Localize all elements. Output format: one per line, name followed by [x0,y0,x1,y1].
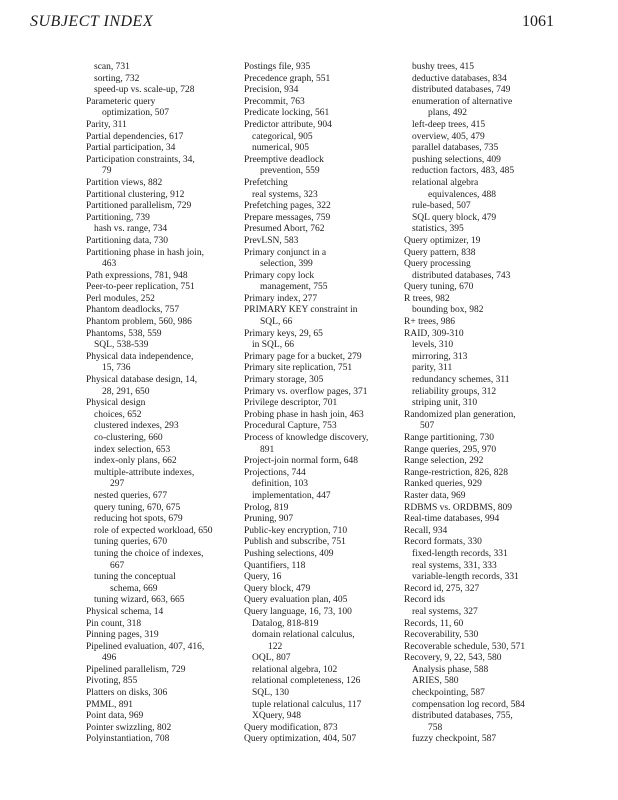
index-entry: Randomized plan generation, [404,409,516,420]
index-entry: Phantom deadlocks, 757 [86,305,180,316]
index-entry: Primary vs. overflow pages, 371 [244,386,368,397]
index-subentry: 15, 736 [102,363,131,374]
index-subentry: SQL, 66 [260,317,293,328]
index-entry: Parity, 311 [86,119,127,130]
index-entry: R+ trees, 986 [404,317,456,328]
index-entry: Query optimizer, 19 [404,235,481,246]
index-entry: Physical design [86,398,146,409]
index-subentry: 496 [102,653,117,664]
index-subentry: definition, 103 [252,479,308,490]
index-subentry: redundancy schemes, 311 [412,375,510,386]
index-subentry: pushing selections, 409 [412,154,501,165]
index-entry: Process of knowledge discovery, [244,433,369,443]
index-subentry: XQuery, 948 [252,711,301,722]
index-entry: Recoverable schedule, 530, 571 [404,641,526,652]
index-subentry: Datalog, 818-819 [252,618,319,629]
index-entry: RDBMS vs. ORDBMS, 809 [404,502,512,513]
index-entry: Recoverability, 530 [404,630,479,641]
index-subentry: left-deep trees, 415 [412,119,486,130]
index-subentry: scan, 731 [94,62,130,72]
index-entry: Pipelined evaluation, 407, 416, [86,641,205,652]
index-entry: Query block, 479 [244,583,311,594]
index-subentry: 758 [428,722,443,733]
index-subentry: equivalences, 488 [428,189,497,200]
index-subentry: 122 [268,641,283,652]
index-subentry: Analysis phase, 588 [412,664,489,675]
index-entry: Primary storage, 305 [244,375,324,386]
index-entry: Partitioning phase in hash join, [86,247,204,258]
index-entry: Partitioning, 739 [86,212,150,223]
index-subentry: distributed databases, 749 [412,85,511,96]
index-entry: Project-join normal form, 648 [244,456,358,467]
index-entry: Physical database design, 14, [86,375,198,386]
index-entry: Projections, 744 [244,467,306,478]
index-subentry: 297 [110,479,125,490]
index-entry: Physical schema, 14 [86,606,164,617]
index-subentry: relational algebra [412,177,479,188]
index-subentry: clustered indexes, 293 [94,421,179,432]
index-entry: PMML, 891 [86,699,133,710]
index-subentry: in SQL, 66 [252,340,294,351]
index-subentry: SQL, 538-539 [94,340,149,351]
index-entry: Recall, 934 [404,525,448,536]
index-subentry: index-only plans, 662 [94,456,177,467]
index-subentry: tuning wizard, 663, 665 [94,595,185,606]
index-subentry: OQL, 807 [252,653,291,664]
index-subentry: domain relational calculus, [252,630,355,641]
index-column-2 [244,62,416,746]
index-entry: Query optimization, 404, 507 [244,734,357,745]
index-subentry: choices, 652 [94,409,142,420]
index-entry: Polyinstantiation, 708 [86,734,170,745]
index-entry: Peer-to-peer replication, 751 [86,282,195,293]
index-entry: Partitioned parallelism, 729 [86,201,192,212]
index-entry: Query processing [404,259,471,270]
index-entry: Pruning, 907 [244,514,294,525]
index-subentry: enumeration of alternative [412,96,513,107]
index-subentry: 891 [260,444,275,455]
index-entry: Range partitioning, 730 [404,433,494,443]
index-entry: Query evaluation plan, 405 [244,595,348,606]
index-subentry: mirroring, 313 [412,351,468,362]
index-subentry: selection, 399 [260,259,313,270]
index-entry: Publish and subscribe, 751 [244,537,346,548]
index-subentry: distributed databases, 755, [412,711,513,722]
index-subentry: rule-based, 507 [412,201,471,212]
index-subentry: reducing hot spots, 679 [94,514,183,525]
index-subentry: 79 [102,166,112,177]
index-subentry: relational algebra, 102 [252,664,338,675]
index-entry: Prefetching [244,177,288,188]
index-entry: Pivoting, 855 [86,676,138,687]
index-subentry: real systems, 323 [252,189,318,200]
index-entry: Preemptive deadlock [244,154,324,165]
index-subentry: statistics, 395 [412,224,464,235]
index-entry: Precision, 934 [244,85,299,96]
index-entry: Records, 11, 60 [404,618,464,629]
index-entry: Pinning pages, 319 [86,630,159,641]
index-subentry: tuning the conceptual [94,572,176,583]
index-subentry: striping unit, 310 [412,398,478,409]
index-entry: Prolog, 819 [244,502,289,513]
index-entry: Privilege descriptor, 701 [244,398,338,409]
index-entry: Range selection, 292 [404,456,484,467]
index-entry: RAID, 309-310 [404,328,464,339]
index-entry: Public-key encryption, 710 [244,525,348,536]
index-subentry: overview, 405, 479 [412,131,485,142]
index-subentry: 507 [420,421,435,432]
index-entry: Predicate locking, 561 [244,108,330,119]
index-entry: Record ids [404,595,445,606]
index-subentry: parallel databases, 735 [412,143,499,154]
index-subentry: sorting, 732 [94,73,140,84]
index-entry: Quantifiers, 118 [244,560,306,571]
index-subentry: relational completeness, 126 [252,676,361,687]
index-entry: Pin count, 318 [86,618,142,629]
index-subentry: levels, 310 [412,340,454,351]
index-subentry: 28, 291, 650 [102,386,150,397]
index-subentry: role of expected workload, 650 [94,525,213,536]
index-entry: Primary copy lock [244,270,315,281]
index-entry: Primary site replication, 751 [244,363,353,374]
index-entry: Predictor attribute, 904 [244,119,332,130]
index-entry: Platters on disks, 306 [86,688,168,699]
index-subentry: 667 [110,560,125,571]
index-entry: Participation constraints, 34, [86,154,195,165]
index-subentry: index selection, 653 [94,444,171,455]
index-subentry: tuple relational calculus, 117 [252,699,362,710]
index-entry: Query, 16 [244,572,282,583]
index-entry: Path expressions, 781, 948 [86,270,188,281]
index-subentry: numerical, 905 [252,143,309,154]
index-entry: Record id, 275, 327 [404,583,480,594]
index-subentry: hash vs. range, 734 [94,224,168,235]
section-title: SUBJECT INDEX [30,13,154,30]
index-entry: Precedence graph, 551 [244,73,331,84]
index-entry: R trees, 982 [404,293,450,304]
index-entry: Point data, 969 [86,711,144,722]
index-entry: Range queries, 295, 970 [404,444,497,455]
index-subentry: reduction factors, 483, 485 [412,166,515,177]
index-subentry: query tuning, 670, 675 [94,502,181,513]
index-entry: Partitional clustering, 912 [86,189,185,200]
index-entry: Primary conjunct in a [244,247,327,258]
index-entry: Primary page for a bucket, 279 [244,351,362,362]
index-entry: Record formats, 330 [404,537,482,548]
index-entry: Pipelined parallelism, 729 [86,664,186,675]
index-entry: Primary keys, 29, 65 [244,328,323,339]
index-entry: Pointer swizzling, 802 [86,722,172,733]
index-entry: PRIMARY KEY constraint in [244,305,358,316]
index-entry: Partitioning data, 730 [86,235,169,246]
index-subentry: ARIES, 580 [412,676,459,687]
index-entry: Probing phase in hash join, 463 [244,409,364,420]
index-column-1 [86,62,258,746]
index-entry: Prepare messages, 759 [244,212,331,223]
index-subentry: deductive databases, 834 [412,73,507,84]
index-entry: Recovery, 9, 22, 543, 580 [404,653,502,664]
index-subentry: checkpointing, 587 [412,688,485,699]
index-entry: Postings file, 935 [244,62,311,72]
index-subentry: reliability groups, 312 [412,386,497,397]
index-subentry: 463 [102,259,117,270]
index-entry: Phantom problem, 560, 986 [86,317,192,328]
index-subentry: real systems, 327 [412,606,478,617]
index-entry: Query tuning, 670 [404,282,474,293]
index-entry: Physical data independence, [86,351,194,362]
index-entry: Primary index, 277 [244,293,318,304]
index-subentry: bushy trees, 415 [412,62,475,72]
index-subentry: fuzzy checkpoint, 587 [412,734,497,745]
index-entry: Range-restriction, 826, 828 [404,467,508,478]
index-entry: Query pattern, 838 [404,247,476,258]
index-subentry: schema, 669 [110,583,158,594]
index-subentry: bounding box, 982 [412,305,484,316]
index-subentry: tuning queries, 670 [94,537,168,548]
index-entry: Phantoms, 538, 559 [86,328,162,339]
index-subentry: compensation log record, 584 [412,699,525,710]
index-column-3 [404,62,579,746]
index-entry: Procedural Capture, 753 [244,421,337,432]
index-entry: Partial dependencies, 617 [86,131,184,142]
index-subentry: SQL query block, 479 [412,212,497,223]
index-entry: Ranked queries, 929 [404,479,482,490]
index-subentry: parity, 311 [412,363,453,374]
index-entry: Partial participation, 34 [86,143,176,154]
index-subentry: nested queries, 677 [94,490,168,501]
index-subentry: plans, 492 [428,108,468,119]
index-subentry: real systems, 331, 333 [412,560,497,571]
index-entry: Real-time databases, 994 [404,514,500,525]
index-entry: Query modification, 873 [244,722,338,733]
index-subentry: multiple-attribute indexes, [94,467,195,478]
index-subentry: speed-up vs. scale-up, 728 [94,85,195,96]
index-subentry: prevention, 559 [260,166,320,177]
index-subentry: SQL, 130 [252,688,289,699]
index-subentry: variable-length records, 331 [412,572,519,583]
index-entry: Pushing selections, 409 [244,548,334,559]
index-entry: Partition views, 882 [86,177,163,188]
index-subentry: fixed-length records, 331 [412,548,508,559]
index-subentry: categorical, 905 [252,131,313,142]
index-entry: Prefetching pages, 322 [244,201,331,212]
index-entry: PrevLSN, 583 [244,235,299,246]
index-entry: Perl modules, 252 [86,293,155,304]
index-entry: Query language, 16, 73, 100 [244,606,352,617]
index-subentry: tuning the choice of indexes, [94,548,204,559]
index-subentry: management, 755 [260,282,328,293]
page-number: 1061 [522,13,554,30]
index-subentry: implementation, 447 [252,490,331,501]
index-subentry: distributed databases, 743 [412,270,511,281]
index-entry: Presumed Abort, 762 [244,224,325,235]
index-subentry: co-clustering, 660 [94,433,163,443]
index-entry: Precommit, 763 [244,96,305,107]
index-entry: Parameteric query [86,96,156,107]
index-entry: Raster data, 969 [404,490,466,501]
index-subentry: optimization, 507 [102,108,170,119]
